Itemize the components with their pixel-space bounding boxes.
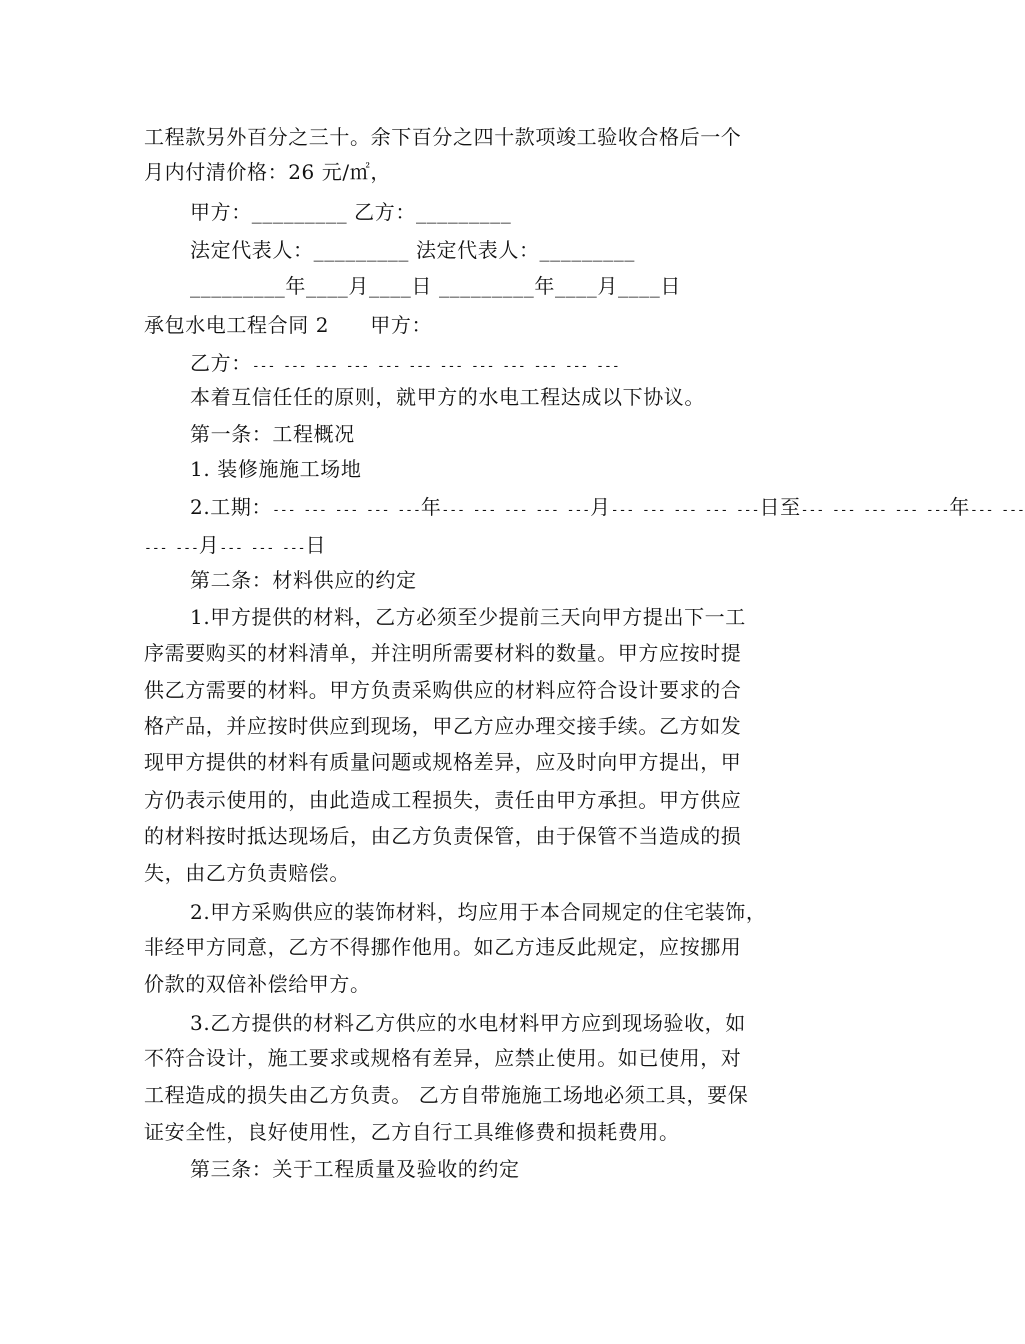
party-b-line xyxy=(190,349,620,381)
signature-party-line: 甲方：_________ 乙方：_________ xyxy=(190,200,512,224)
paragraph-line: 2.甲方采购供应的装饰材料，均应用于本合同规定的住宅装饰， xyxy=(190,900,767,924)
paragraph-line: 1. 装修施施工场地 xyxy=(190,457,362,481)
month-label: 月 xyxy=(590,495,611,519)
paragraph-line: 月内付清价格：26 元/㎡， xyxy=(144,160,391,184)
party-b-label: 乙方： xyxy=(190,351,252,375)
blank: --- --- --- xyxy=(219,541,306,556)
paragraph-line: 非经甲方同意，乙方不得挪作他用。如乙方违反此规定，应按挪用 xyxy=(144,935,742,959)
section-heading: 第三条：关于工程质量及验收的约定 xyxy=(190,1157,520,1181)
paragraph-line: 本着互信任任的原则，就甲方的水电工程达成以下协议。 xyxy=(190,385,705,409)
paragraph-line: 方仍表示使用的，由此造成工程损失，责任由甲方承担。甲方供应 xyxy=(144,788,742,812)
day-label: 日 xyxy=(305,533,327,557)
paragraph-line: 工程款另外百分之三十。余下百分之四十款项竣工验收合格后一个 xyxy=(144,125,742,149)
blank: --- --- --- --- --- xyxy=(272,503,421,518)
paragraph-line: 失，由乙方负责赔偿。 xyxy=(144,861,350,885)
section-heading: 第二条：材料供应的约定 xyxy=(190,568,417,592)
blank: --- --- --- --- --- xyxy=(800,503,950,518)
paragraph-line: 不符合设计，施工要求或规格有差异，应禁止使用。如已使用，对 xyxy=(144,1046,742,1070)
contract-title-line: 承包水电工程合同 2 甲方： xyxy=(144,313,433,337)
paragraph-line: 工程造成的损失由乙方负责。 乙方自带施施工场地必须工具，要保 xyxy=(144,1083,749,1107)
paragraph-line: 序需要购买的材料清单，并注明所需要材料的数量。甲方应按时提 xyxy=(144,641,742,665)
blank: --- --- --- --- --- xyxy=(610,503,760,518)
duration-line xyxy=(190,493,1025,525)
paragraph-line: 格产品，并应按时供应到现场，甲乙方应办理交接手续。乙方如发 xyxy=(144,714,742,738)
paragraph-line: 1.甲方提供的材料，乙方必须至少提前三天向甲方提出下一工 xyxy=(190,605,746,629)
year-label: 年 xyxy=(949,495,970,519)
blank: --- --- xyxy=(970,503,1025,518)
blank: --- --- --- --- --- xyxy=(441,503,591,518)
duration-label: 2.工期： xyxy=(190,495,273,519)
duration-line-cont xyxy=(144,531,326,563)
paragraph-line: 现甲方提供的材料有质量问题或规格差异，应及时向甲方提出，甲 xyxy=(144,750,742,774)
date-line: _________年____月____日 _________年____月____日 xyxy=(190,274,681,298)
paragraph-line: 供乙方需要的材料。甲方负责采购供应的材料应符合设计要求的合 xyxy=(144,678,742,702)
legal-rep-line: 法定代表人：_________ 法定代表人：_________ xyxy=(190,238,635,262)
blank: --- --- xyxy=(144,541,199,556)
month-label: 月 xyxy=(198,533,220,557)
paragraph-line: 价款的双倍补偿给甲方。 xyxy=(144,972,371,996)
year-label: 年 xyxy=(420,495,442,519)
day-to-label: 日至 xyxy=(759,495,801,519)
paragraph-line: 的材料按时抵达现场后，由乙方负责保管，由于保管不当造成的损 xyxy=(144,824,742,848)
paragraph-line: 3.乙方提供的材料乙方供应的水电材料甲方应到现场验收，如 xyxy=(190,1011,746,1035)
paragraph-line: 证安全性，良好使用性，乙方自行工具维修费和损耗费用。 xyxy=(144,1120,680,1144)
party-b-blank: --- --- --- --- --- --- --- --- --- --- --- --- xyxy=(251,359,620,374)
section-heading: 第一条：工程概况 xyxy=(190,422,355,446)
